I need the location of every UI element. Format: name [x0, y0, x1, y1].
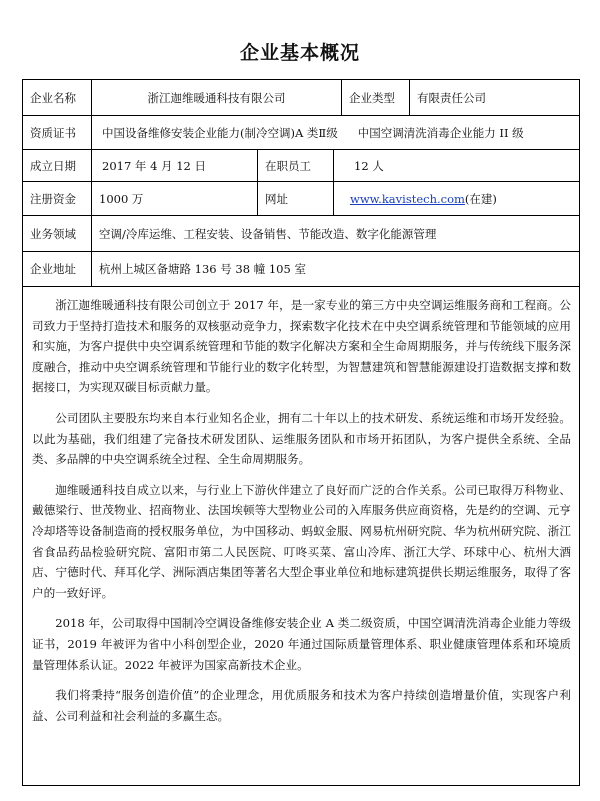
row-qualification — [23, 116, 579, 150]
company-profile-table — [22, 79, 580, 786]
row-address — [23, 252, 579, 287]
description-paragraph-4: 2018 年，公司取得中国制冷空调设备维修安装企业 A 类二级资质，中国空调清洗消毒企业能力等级证书，2019 年被评为省中小科创型企业，2020 年通过国际质量管理体系、职业健康管理体系和环境质量管理体系认证。2022 年被评为国家高新技术企业。 — [32, 616, 571, 672]
address-label: 企业地址 — [30, 262, 76, 276]
website-note: (在建) — [464, 191, 497, 206]
capital-label: 注册资金 — [30, 191, 76, 206]
description-paragraph-3: 迦维暖通科技自成立以来，与行业上下游伙伴建立了良好而广泛的合作关系。公司已取得万科物业、戴德梁行、世茂物业、招商物业、法国埃顿等大型物业公司的入库服务供应商资格，先是约的空调、元亨冷却塔等设备制造商的授权服务单位，为中国移动、蚂蚁金服、网易杭州研究院、华为杭州研究院、浙江省食品药品检验研究院、富阳市第二人民医院、叮咚买菜、富山冷库、浙江大学、环球中心、杭州大酒店、宁德时代、拜耳化学、洲际酒店集团等著名大型企事业单位和地标建筑提供长期运维服务，取得了客户的一致好评。 — [32, 482, 571, 600]
capital-value: 1000 万 — [91, 182, 257, 215]
company-description — [23, 287, 579, 736]
qualification-1: 中国设备维修安装企业能力(制冷空调)A 类Ⅱ级 — [102, 125, 338, 140]
row-company-name — [23, 80, 579, 116]
row-founded — [23, 150, 579, 182]
page-title: 企业基本概况 — [239, 42, 360, 64]
website-link[interactable]: www.kavistech.com — [350, 191, 465, 206]
business-value: 空调/冷库运维、工程安装、设备销售、节能改造、数字化能源管理 — [91, 216, 579, 251]
company-type-value: 有限责任公司 — [409, 80, 579, 115]
row-business — [23, 216, 579, 252]
qualification-values — [91, 116, 579, 149]
qualification-label: 资质证书 — [30, 125, 76, 140]
description-paragraph-5: 我们将秉持“服务创造价值”的企业理念，用优质服务和技术为客户持续创造增量价值，实现客户利益、公司利益和社会利益的多赢生态。 — [32, 688, 571, 723]
row-capital — [23, 182, 579, 216]
staff-value: 12 人 — [333, 150, 579, 181]
company-name-label: 企业名称 — [30, 90, 76, 105]
founded-value: 2017 年 4 月 12 日 — [91, 150, 257, 181]
company-name-value: 浙江迦维暖通科技有限公司 — [91, 80, 341, 115]
qualification-2: 中国空调清洗消毒企业能力 II 级 — [357, 125, 524, 140]
founded-label: 成立日期 — [30, 158, 76, 173]
business-label: 业务领域 — [30, 226, 76, 241]
website-label: 网址 — [257, 182, 333, 215]
website-value — [333, 182, 579, 215]
company-type-label: 企业类型 — [341, 80, 409, 115]
description-paragraph-2: 公司团队主要股东均来自本行业知名企业，拥有二十年以上的技术研发、系统运维和市场开发经验。以此为基础，我们组建了完备技术研发团队、运维服务团队和市场开拓团队，为客户提供全系统、全品类、多品牌的中央空调系统全过程、全生命周期服务。 — [32, 410, 571, 467]
address-value: 杭州上城区备塘路 136 号 38 幢 105 室 — [91, 252, 579, 286]
staff-label: 在职员工 — [257, 150, 333, 181]
description-paragraph-1: 浙江迦维暖通科技有限公司创立于 2017 年，是一家专业的第三方中央空调运维服务商和工程商。公司致力于坚持打造技术和服务的双核驱动竞争力，探索数字化技术在中央空调系统管理和节能领域的应用和实施，为客户提供中央空调系统管理和节能的数字化解决方案和全生命周期服务，并与传统线下服务深度融合，推动中央空调系统管理和节能行业的数字化转型，为智慧建筑和智慧能源建设打造数据支撑和数据接口，为实现双碳目标贡献力量。 — [32, 298, 571, 395]
